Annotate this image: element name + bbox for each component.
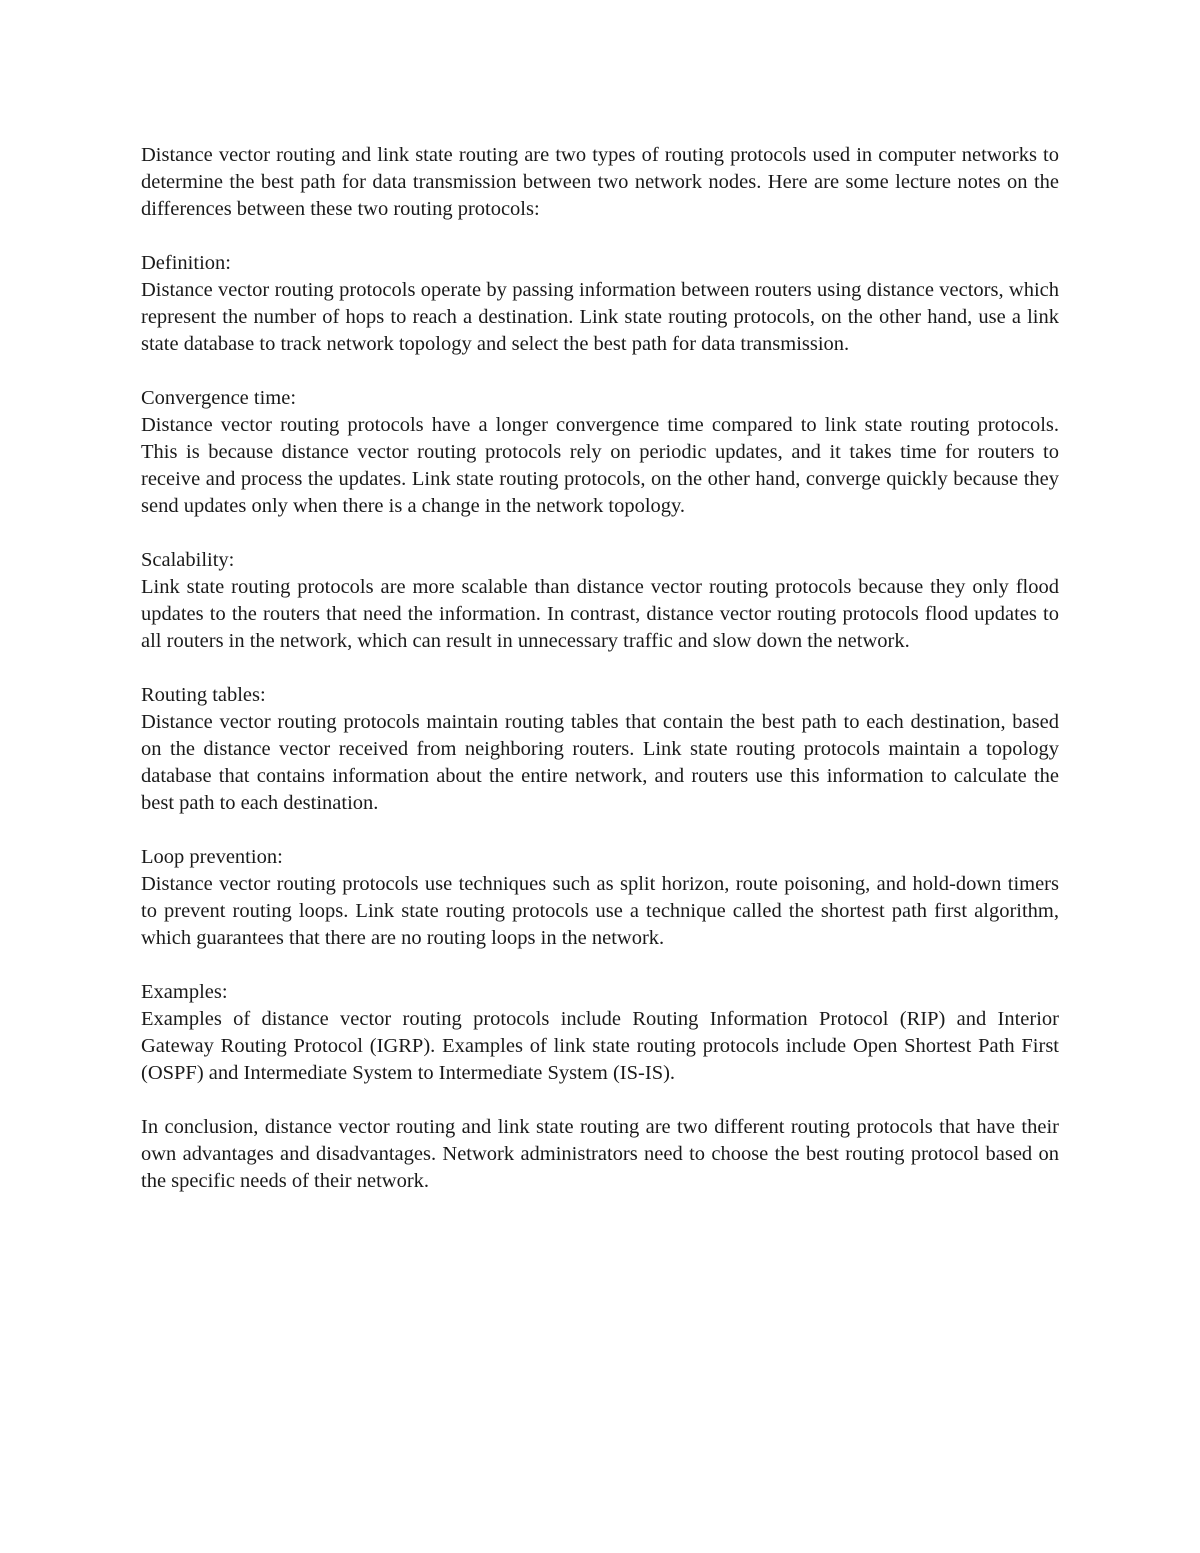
section-body: Distance vector routing protocols have a longer convergence time compared to link state routing protocols. This is because distance vector routing protocols rely on periodic updates, and it takes time for routers to receive and process the updates. Link state routing protocols, on the other hand, converge quickly because they send updates only when there is a change in the network topology. xyxy=(141,414,1059,517)
section-convergence-time xyxy=(141,385,1059,520)
section-heading: Loop prevention: xyxy=(141,846,283,868)
section-scalability xyxy=(141,547,1059,655)
section-heading: Definition: xyxy=(141,252,231,274)
intro-paragraph: Distance vector routing and link state routing are two types of routing protocols used in computer networks to determine the best path for data transmission between two network nodes. Here are some lecture notes on the differences between these two routing protocols: xyxy=(141,144,1059,220)
section-loop-prevention xyxy=(141,844,1059,952)
section-heading: Examples: xyxy=(141,981,228,1003)
section-heading: Convergence time: xyxy=(141,387,297,409)
section-body: Link state routing protocols are more scalable than distance vector routing protocols because they only flood updates to the routers that need the information. In contrast, distance vector routing protocols flood updates to all routers in the network, which can result in unnecessary traffic and slow down the network. xyxy=(141,576,1059,652)
section-heading: Routing tables: xyxy=(141,684,266,706)
conclusion-paragraph: In conclusion, distance vector routing and link state routing are two different routing protocols that have their own advantages and disadvantages. Network administrators need to choose the best routing protocol based on the specific needs of their network. xyxy=(141,1116,1059,1192)
section-examples xyxy=(141,979,1059,1087)
section-body: Distance vector routing protocols use techniques such as split horizon, route poisoning, and hold-down timers to prevent routing loops. Link state routing protocols use a technique called the shortest path first algorithm, which guarantees that there are no routing loops in the network. xyxy=(141,873,1059,949)
section-body: Distance vector routing protocols maintain routing tables that contain the best path to each destination, based on the distance vector received from neighboring routers. Link state routing protocols maintain a topology database that contains information about the entire network, and routers use this information to calculate the best path to each destination. xyxy=(141,711,1059,814)
document-page xyxy=(141,142,1059,1222)
section-definition xyxy=(141,250,1059,358)
section-routing-tables xyxy=(141,682,1059,817)
section-heading: Scalability: xyxy=(141,549,235,571)
section-body: Distance vector routing protocols operate by passing information between routers using distance vectors, which represent the number of hops to reach a destination. Link state routing protocols, on the other hand, use a link state database to track network topology and select the best path for data transmission. xyxy=(141,279,1059,355)
section-body: Examples of distance vector routing protocols include Routing Information Protocol (RIP) and Interior Gateway Routing Protocol (IGRP). Examples of link state routing protocols include Open Shortest Path First (OSPF) and Intermediate System to Intermediate System (IS-IS). xyxy=(141,1008,1059,1084)
